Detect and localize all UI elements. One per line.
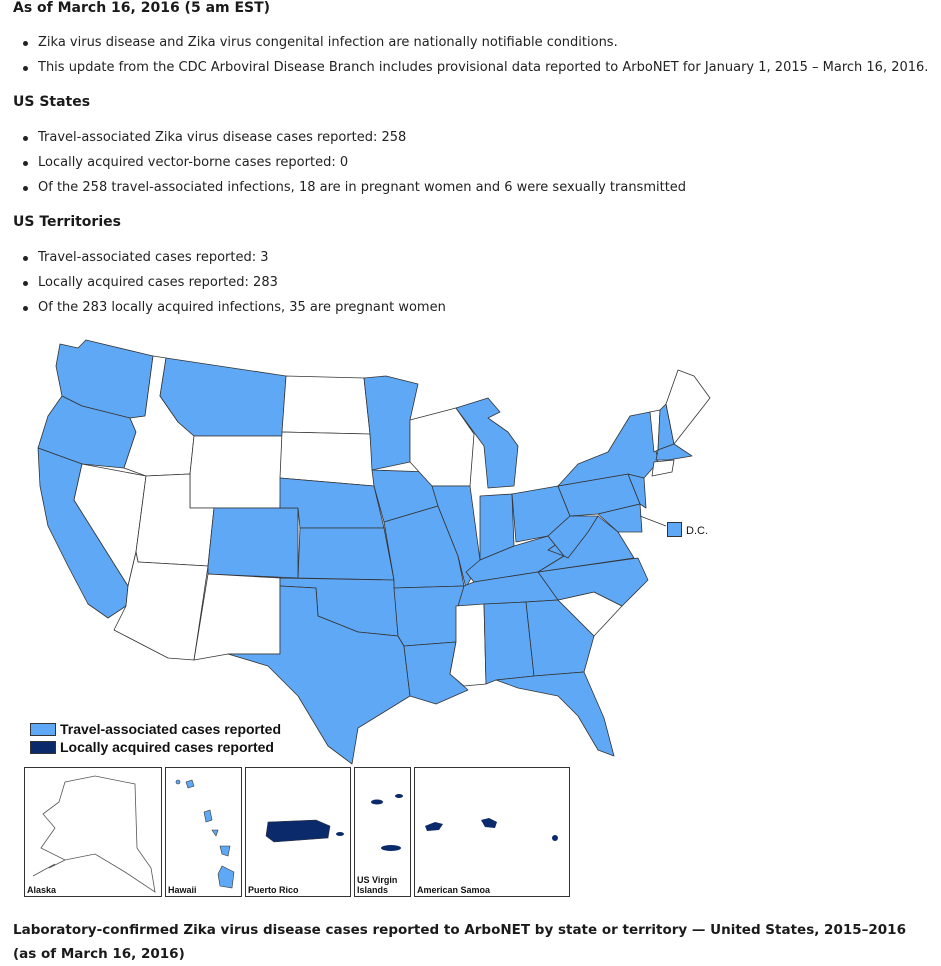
inset-label-alaska: Alaska	[27, 885, 57, 895]
inset-label-american-samoa: American Samoa	[417, 885, 491, 895]
state-nd	[282, 376, 370, 434]
us-states-heading: US States	[13, 94, 91, 110]
us-states-map	[18, 336, 718, 766]
legend-label-local: Locally acquired cases reported	[60, 739, 274, 755]
state-co	[208, 508, 298, 578]
inset-label-hawaii: Hawaii	[168, 885, 197, 895]
legend-swatch-travel	[30, 723, 56, 736]
us-territories-heading: US Territories	[13, 214, 121, 230]
inset-hawaii	[165, 767, 242, 897]
us-territories-list	[20, 249, 446, 324]
dc-swatch	[667, 522, 682, 537]
state-ar	[394, 586, 464, 646]
state-ny	[558, 412, 658, 486]
figure-caption: Laboratory-confirmed Zika virus disease cases reported to ArboNET by state or territory — United States, 2015–2016 (as of March 16, 2016)	[13, 922, 906, 962]
list-item: Travel-associated Zika virus disease cases reported: 258	[20, 129, 686, 154]
legend-item-travel	[30, 720, 281, 738]
inset-puerto-rico	[245, 767, 351, 897]
dc-label: D.C.	[686, 525, 708, 537]
map-legend	[30, 720, 281, 756]
state-sd	[280, 432, 374, 486]
state-ct	[652, 460, 674, 476]
list-item: This update from the CDC Arboviral Disease Branch includes provisional data reported to ArboNET for January 1, 2015 – March 16, 2016.	[20, 59, 928, 84]
list-item: Travel-associated cases reported: 3	[20, 249, 446, 274]
state-nm	[194, 574, 280, 660]
state-wy	[190, 436, 282, 508]
inset-label-virgin-islands: US Virgin Islands	[357, 875, 398, 895]
legend-swatch-local	[30, 741, 56, 754]
legend-item-local	[30, 738, 281, 756]
inset-label-puerto-rico: Puerto Rico	[248, 885, 299, 895]
update-date-heading: As of March 16, 2016 (5 am EST)	[13, 0, 271, 16]
inset-virgin-islands	[354, 767, 411, 897]
list-item: Of the 258 travel-associated infections, 18 are in pregnant women and 6 were sexually transmitted	[20, 179, 686, 204]
list-item: Zika virus disease and Zika virus congenital infection are nationally notifiable conditions.	[20, 34, 928, 59]
state-al	[484, 602, 534, 684]
list-item: Of the 283 locally acquired infections, 35 are pregnant women	[20, 299, 446, 324]
us-states-list	[20, 129, 686, 204]
legend-label-travel: Travel-associated cases reported	[60, 721, 282, 737]
state-fl	[496, 672, 614, 756]
list-item: Locally acquired cases reported: 283	[20, 274, 446, 299]
state-ks	[298, 528, 394, 580]
inset-american-samoa	[414, 767, 570, 897]
state-me	[666, 370, 710, 444]
inset-alaska	[24, 767, 162, 897]
list-item: Locally acquired vector-borne cases reported: 0	[20, 154, 686, 179]
intro-list	[20, 34, 928, 84]
